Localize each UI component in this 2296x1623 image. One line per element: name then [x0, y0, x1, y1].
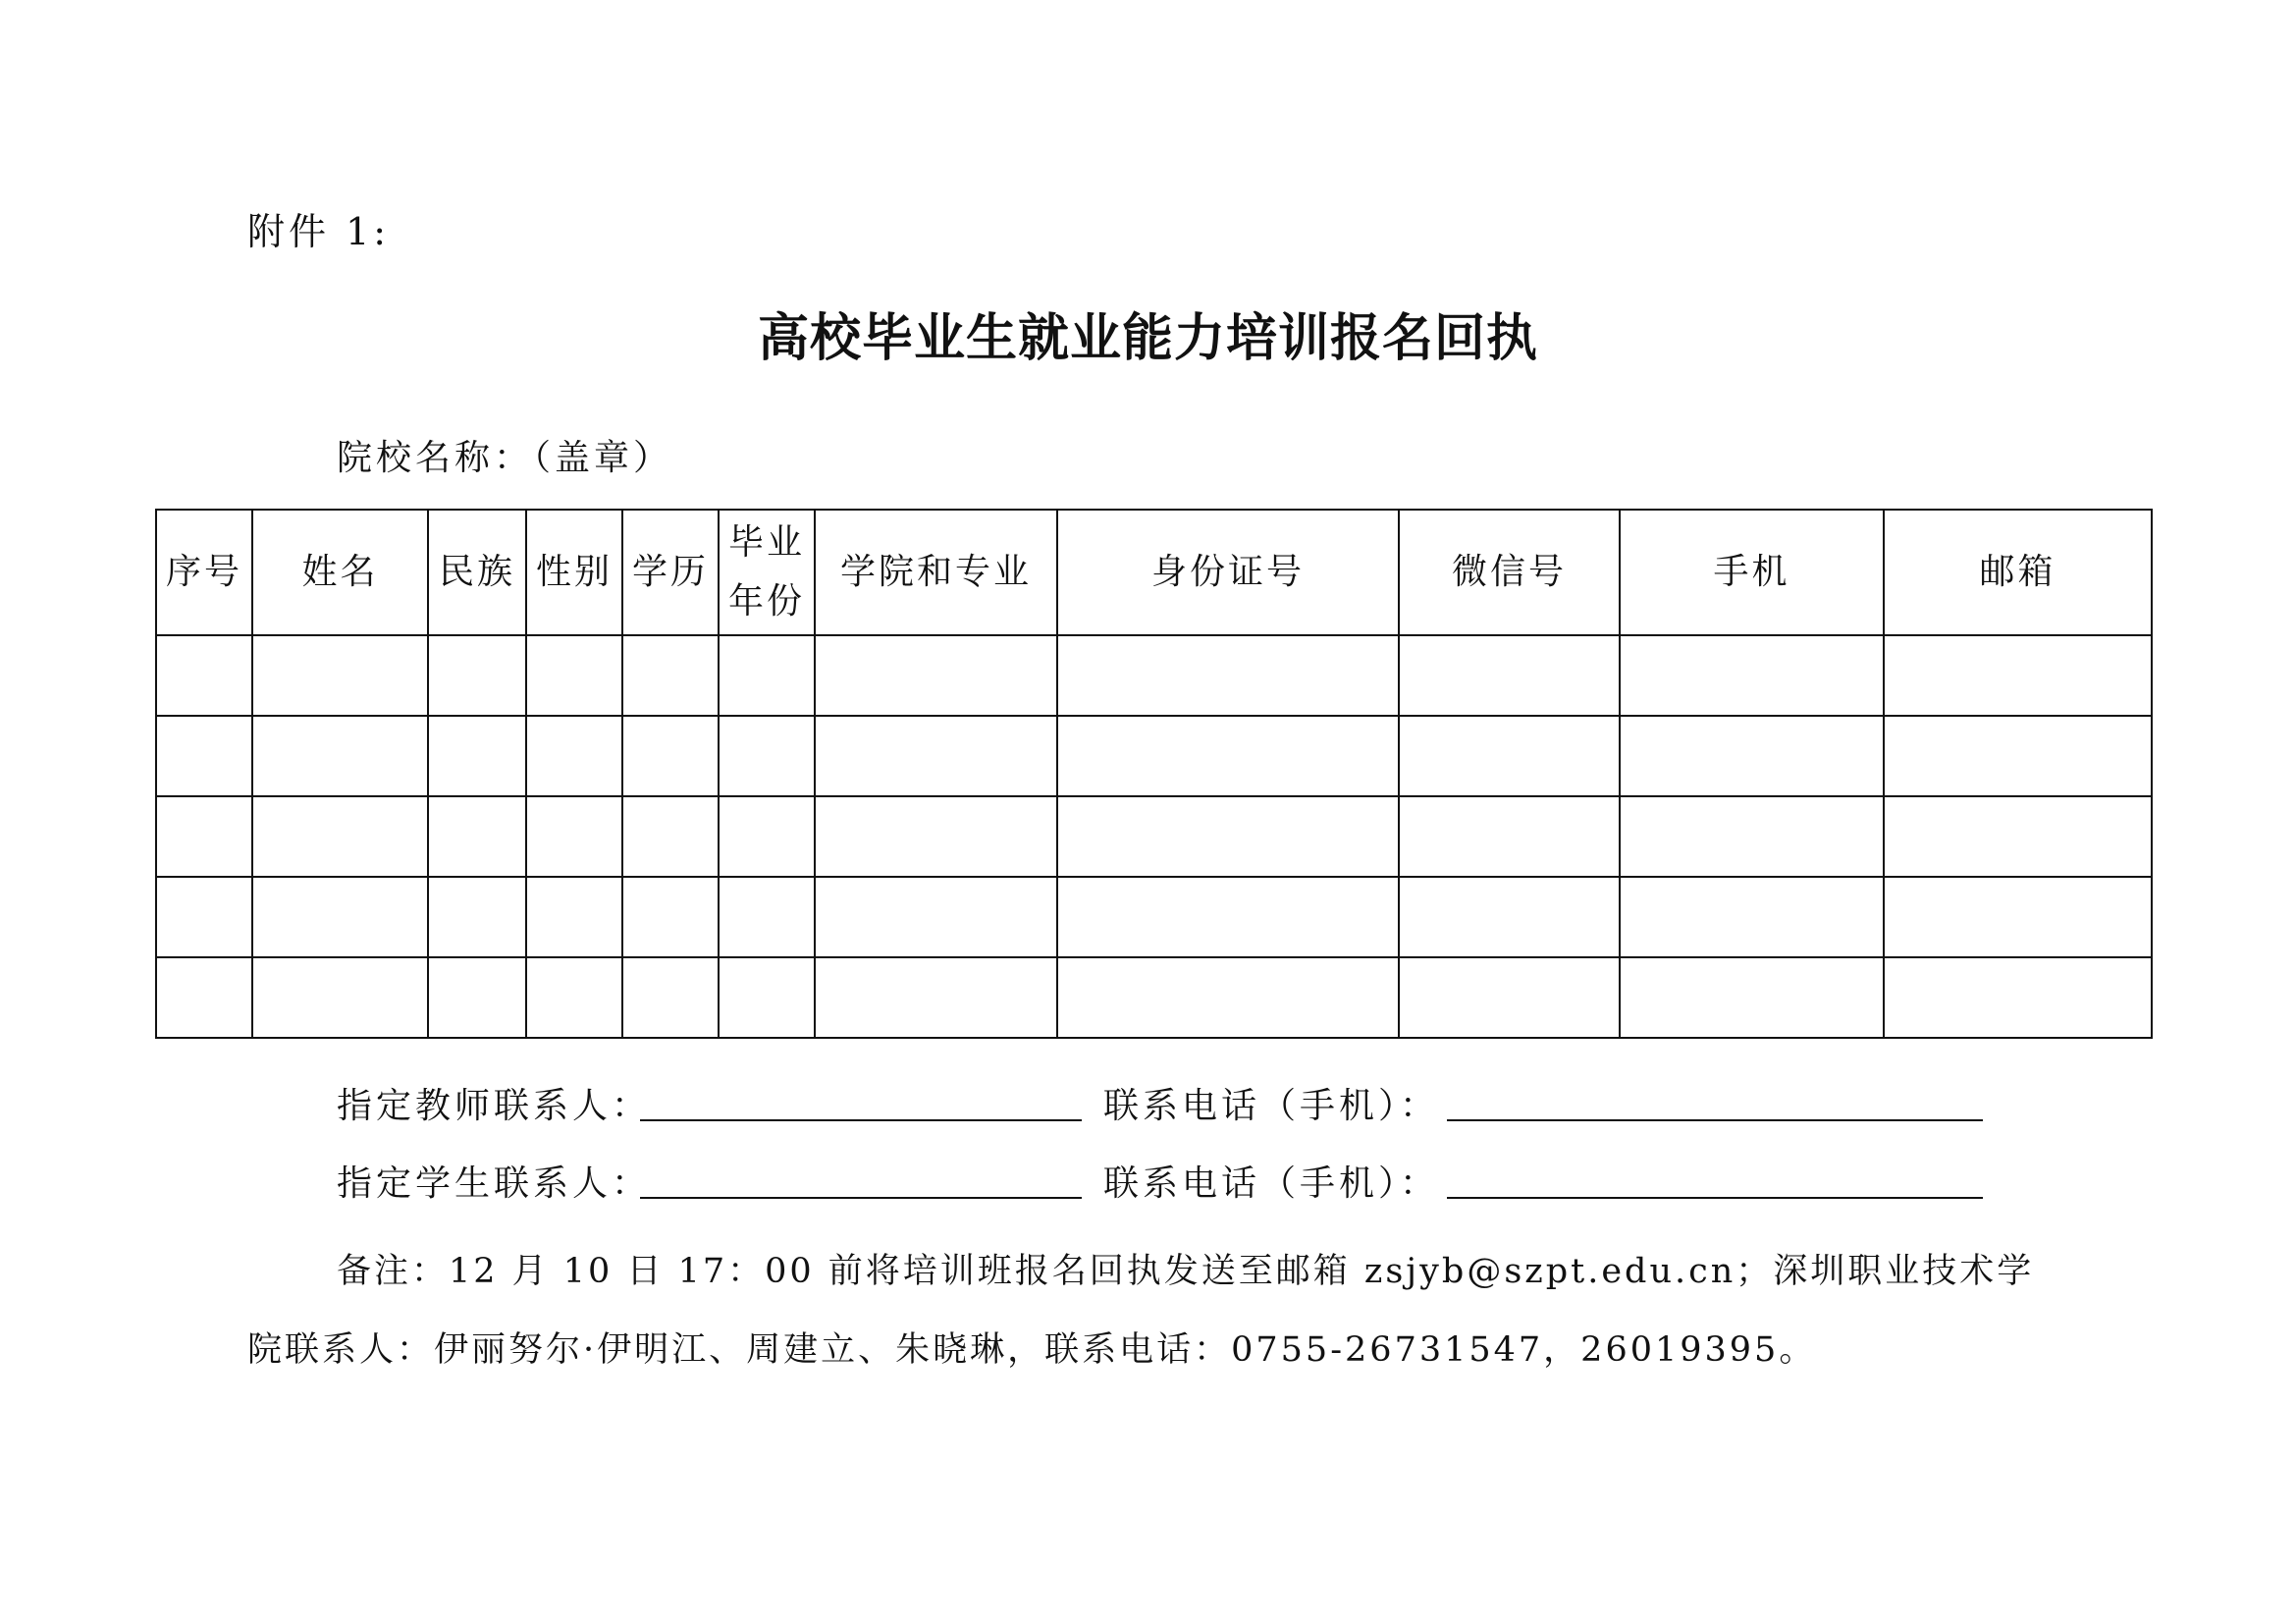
table-cell[interactable] [1399, 796, 1620, 877]
table-row [156, 877, 2152, 957]
header-id-number [1057, 510, 1399, 635]
student-contact-field[interactable] [640, 1197, 1082, 1199]
table-cell[interactable] [815, 796, 1057, 877]
teacher-contact-field[interactable] [640, 1119, 1082, 1121]
table-cell[interactable] [252, 796, 428, 877]
header-wechat [1399, 510, 1620, 635]
school-name-label: 院校名称：（盖章） [337, 438, 673, 478]
header-name [252, 510, 428, 635]
table-cell[interactable] [1884, 877, 2152, 957]
table-cell[interactable] [719, 635, 815, 716]
header-graduation-year [719, 510, 815, 635]
table-cell[interactable] [815, 957, 1057, 1038]
header-mobile [1620, 510, 1884, 635]
student-contact-label: 指定学生联系人： [337, 1163, 652, 1204]
table-cell[interactable] [1399, 635, 1620, 716]
table-cell[interactable] [1884, 796, 2152, 877]
table-cell[interactable] [1057, 716, 1399, 796]
remarks-note: 备注：12 月 10 日 17：00 前将培训班报名回执发送至邮箱 zsjyb@szpt.edu.cn；深圳职业技术学院联系人：伊丽努尔·伊明江、周建立、朱晓琳，联系电话：0755-26731547，26019395。 [247, 1252, 2035, 1370]
header-mobile-text: 手机 [1713, 552, 1790, 592]
table-cell[interactable] [719, 957, 815, 1038]
header-wechat-text: 微信号 [1451, 552, 1567, 592]
header-email-text: 邮箱 [1979, 552, 2056, 592]
table-cell[interactable] [622, 957, 719, 1038]
table-cell[interactable] [252, 877, 428, 957]
table-cell[interactable] [526, 957, 622, 1038]
table-cell[interactable] [526, 877, 622, 957]
attachment-label: 附件 1: [247, 210, 391, 253]
table-cell[interactable] [156, 716, 252, 796]
table-cell[interactable] [1884, 635, 2152, 716]
table-cell[interactable] [1620, 796, 1884, 877]
table-cell[interactable] [156, 796, 252, 877]
table-cell[interactable] [1057, 957, 1399, 1038]
table-cell[interactable] [622, 635, 719, 716]
table-cell[interactable] [622, 796, 719, 877]
header-ethnicity-text: 民族 [438, 552, 515, 592]
table-row [156, 635, 2152, 716]
header-email [1884, 510, 2152, 635]
table-cell[interactable] [1399, 877, 1620, 957]
table-cell[interactable] [1620, 716, 1884, 796]
table-cell[interactable] [1620, 877, 1884, 957]
table-cell[interactable] [815, 635, 1057, 716]
table-cell[interactable] [1620, 957, 1884, 1038]
table-cell[interactable] [1057, 796, 1399, 877]
table-cell[interactable] [815, 716, 1057, 796]
table-cell[interactable] [719, 796, 815, 877]
table-cell[interactable] [622, 716, 719, 796]
student-phone-label: 联系电话（手机）： [1103, 1163, 1440, 1204]
table-cell[interactable] [526, 635, 622, 716]
table-cell[interactable] [1399, 957, 1620, 1038]
table-row [156, 716, 2152, 796]
student-phone-field[interactable] [1447, 1197, 1983, 1199]
table-cell[interactable] [1057, 635, 1399, 716]
table-cell[interactable] [526, 716, 622, 796]
header-index [156, 510, 252, 635]
table-cell[interactable] [156, 635, 252, 716]
table-cell[interactable] [1884, 957, 2152, 1038]
header-college-major [815, 510, 1057, 635]
table-cell[interactable] [428, 716, 526, 796]
table-cell[interactable] [156, 957, 252, 1038]
table-cell[interactable] [1057, 877, 1399, 957]
table-cell[interactable] [428, 635, 526, 716]
header-gender [526, 510, 622, 635]
header-gender-text: 性别 [535, 552, 613, 592]
table-row [156, 796, 2152, 877]
table-cell[interactable] [252, 635, 428, 716]
table-row [156, 957, 2152, 1038]
table-body [156, 635, 2152, 1038]
table-header-row [156, 510, 2152, 635]
header-education-text: 学历 [631, 552, 709, 592]
table-cell[interactable] [1884, 716, 2152, 796]
table-cell[interactable] [719, 716, 815, 796]
table-cell[interactable] [815, 877, 1057, 957]
registration-table [155, 509, 2153, 1039]
table-cell[interactable] [719, 877, 815, 957]
header-name-text: 姓名 [301, 552, 379, 592]
header-graduation-year-line1: 毕业 [727, 522, 805, 563]
header-graduation-year-line2: 年份 [727, 581, 805, 622]
header-id-number-text: 身份证号 [1150, 552, 1305, 592]
header-index-text: 序号 [165, 552, 242, 592]
table-cell[interactable] [252, 957, 428, 1038]
table-cell[interactable] [252, 716, 428, 796]
table-cell[interactable] [428, 957, 526, 1038]
page-title: 高校毕业生就业能力培训报名回执 [757, 308, 1538, 368]
table-cell[interactable] [1399, 716, 1620, 796]
table-cell[interactable] [1620, 635, 1884, 716]
teacher-phone-label: 联系电话（手机）： [1103, 1086, 1440, 1126]
header-ethnicity [428, 510, 526, 635]
table-cell[interactable] [526, 796, 622, 877]
table-cell[interactable] [156, 877, 252, 957]
teacher-contact-label: 指定教师联系人： [337, 1086, 652, 1126]
table-cell[interactable] [428, 877, 526, 957]
table-cell[interactable] [622, 877, 719, 957]
table-cell[interactable] [428, 796, 526, 877]
header-college-major-text: 学院和专业 [839, 552, 1032, 592]
header-education [622, 510, 719, 635]
teacher-phone-field[interactable] [1447, 1119, 1983, 1121]
